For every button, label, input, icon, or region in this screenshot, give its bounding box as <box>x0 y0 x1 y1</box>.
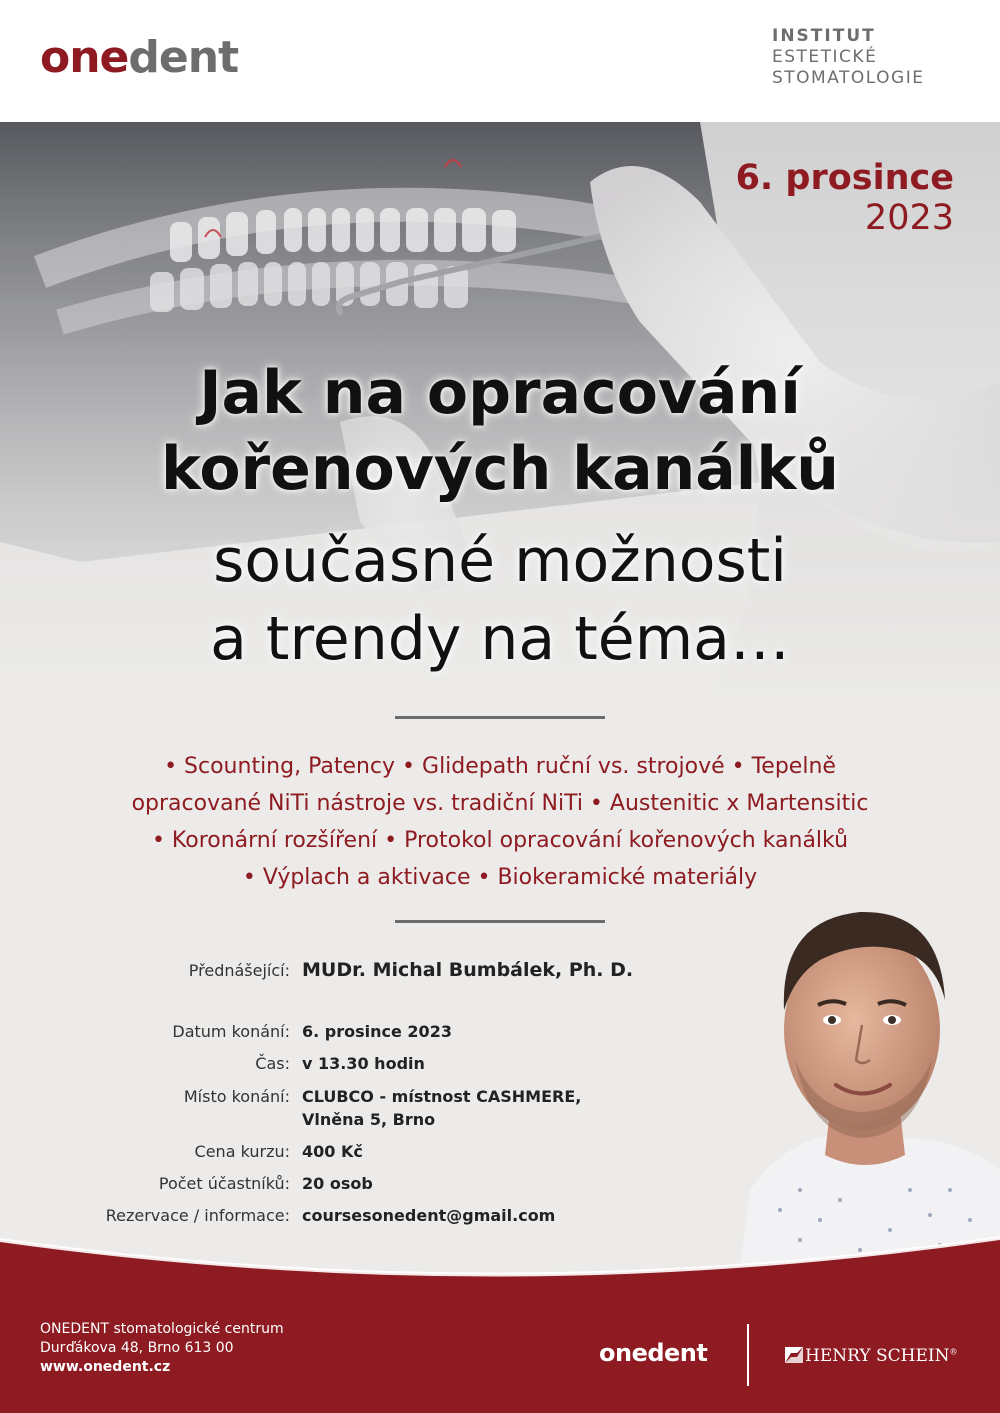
date-value: 6. prosince 2023 <box>302 1022 452 1041</box>
date-label: Datum konání: <box>172 1022 290 1041</box>
lecturer-label: Přednášející: <box>188 961 290 980</box>
title-line-1: Jak na opracování <box>199 358 801 428</box>
capacity-value: 20 osob <box>302 1174 373 1193</box>
footer <box>0 1200 1000 1413</box>
institut-line-2: ESTETICKÉ <box>772 47 878 67</box>
place-label: Místo konání: <box>183 1087 290 1106</box>
time-label: Čas: <box>255 1054 290 1073</box>
lecturer-value: MUDr. Michal Bumbálek, Ph. D. <box>302 959 634 981</box>
header <box>0 0 1000 122</box>
address-line-2: Durďákova 48, Brno 613 00 <box>40 1340 234 1356</box>
capacity-label: Počet účastníků: <box>158 1174 290 1193</box>
topics-list <box>60 748 940 896</box>
place-value-1: CLUBCO - místnost CASHMERE, <box>302 1087 582 1106</box>
subtitle-line-2: a trendy na téma… <box>210 604 790 674</box>
website-link[interactable]: www.onedent.cz <box>40 1359 171 1375</box>
event-date-day: 6. prosince <box>735 158 954 198</box>
institut-line-1: INSTITUT <box>772 26 876 46</box>
divider-top <box>395 716 605 719</box>
price-value: 400 Kč <box>302 1142 363 1161</box>
logo-dent: dent <box>128 32 239 83</box>
henry-schein-mark-icon <box>785 1347 803 1363</box>
onedent-logo <box>40 32 239 83</box>
address-line-1: ONEDENT stomatologické centrum <box>40 1321 284 1337</box>
footer-separator <box>747 1324 749 1386</box>
footer-address <box>40 1320 284 1377</box>
logo-one: one <box>40 32 129 83</box>
topics-line-3: • Koronární rozšíření • Protokol opracování kořenových kanálků <box>151 828 849 853</box>
footer-wave <box>0 1200 1000 1413</box>
institut-label <box>772 26 924 89</box>
institut-line-3: STOMATOLOGIE <box>772 68 925 88</box>
divider-bottom <box>395 920 605 923</box>
time-value: v 13.30 hodin <box>302 1054 425 1073</box>
footer-onedent-logo: onedent <box>599 1339 708 1367</box>
price-label: Cena kurzu: <box>194 1142 290 1161</box>
henry-schein-text: HENRY SCHEIN <box>805 1346 950 1366</box>
event-date <box>736 158 954 238</box>
topics-line-4: • Výplach a aktivace • Biokeramické materiály <box>242 865 758 890</box>
henry-schein-logo <box>785 1347 958 1365</box>
contact-label: Rezervace / informace: <box>105 1206 290 1225</box>
topics-line-1: • Scounting, Patency • Glidepath ruční vs. strojové • Tepelně <box>164 754 836 779</box>
topics-line-2: opracované NiTi nástroje vs. tradiční NiTi • Austenitic x Martensitic <box>131 791 869 816</box>
event-date-year: 2023 <box>864 198 954 238</box>
henry-schein-reg: ® <box>949 1347 958 1357</box>
subtitle-line-1: současné možnosti <box>213 526 787 596</box>
place-value-2: Vlněna 5, Brno <box>302 1110 436 1129</box>
contact-value[interactable]: coursesonedent@gmail.com <box>302 1206 556 1225</box>
title-line-2: kořenových kanálků <box>161 434 839 504</box>
